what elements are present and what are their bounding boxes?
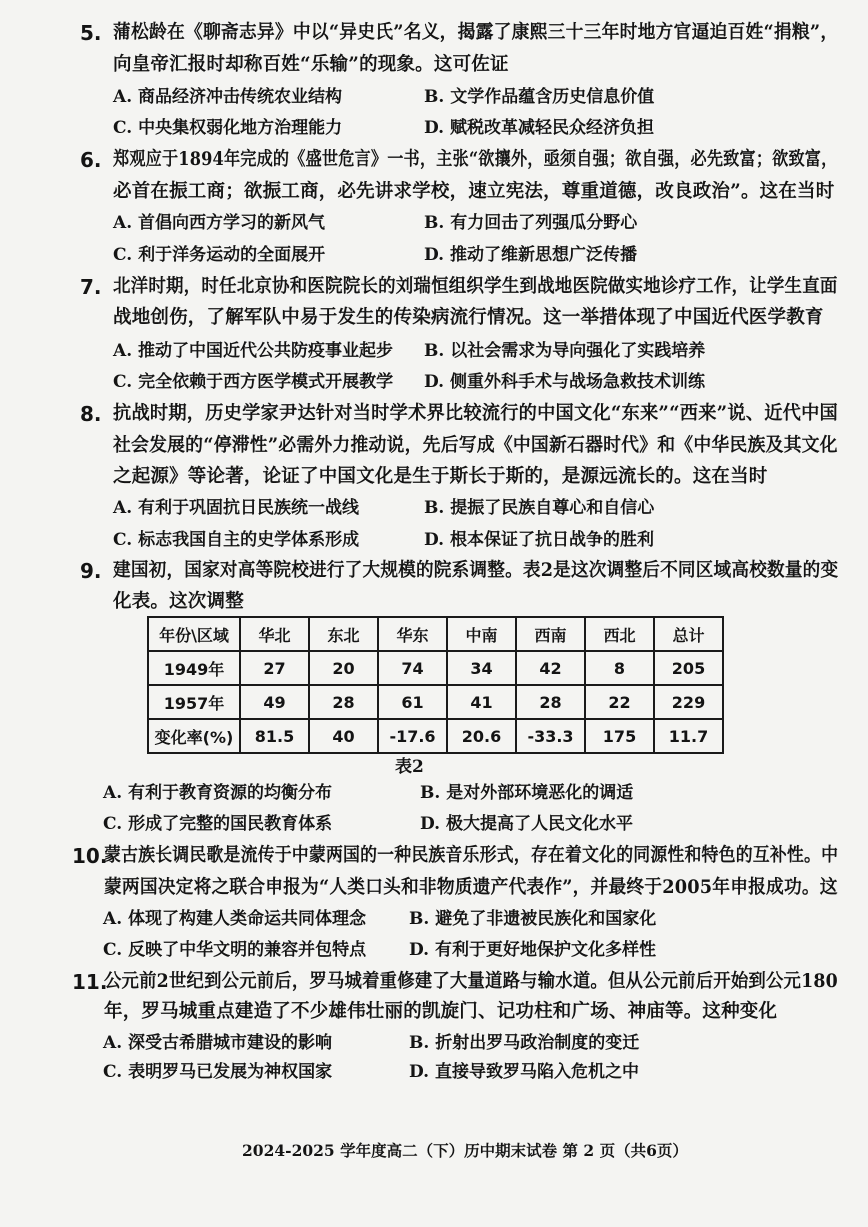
option-d: D. 赋税改革减轻民众经济负担 [424,118,654,138]
question-stem-line: 必首在振工商；欲振工商，必先讲求学校，速立宪法，尊重道德，改良政治”。这在当时 [113,181,835,202]
question-stem-line: 蒙古族长调民歌是流传于中蒙两国的一种民族音乐形式，存在着文化的同源性和特色的互补性。中 [104,845,839,866]
table-cell: 28 [309,685,378,719]
table-cell: 变化率(%) [148,719,240,753]
question-stem-line: 蒲松龄在《聊斋志异》中以“异史氏”名义，揭露了康熙三十三年时地方官逼迫百姓“捐粮”， [113,22,839,43]
option-c: C. 标志我国自主的史学体系形成 [113,530,360,550]
table-cell: 205 [654,651,723,685]
table-cell: 22 [585,685,654,719]
option-b: B. 文学作品蕴含历史信息价值 [424,87,655,107]
option-d: D. 根本保证了抗日战争的胜利 [424,530,654,550]
table-cell: 49 [240,685,309,719]
question-number: 10. [72,844,108,868]
option-c: C. 表明罗马已发展为神权国家 [103,1062,333,1082]
option-d: D. 有利于更好地保护文化多样性 [409,940,656,960]
option-b: B. 以社会需求为导向强化了实践培养 [424,341,706,361]
table-cell: 11.7 [654,719,723,753]
table-cell: 8 [585,651,654,685]
option-a: A. 有利于教育资源的均衡分布 [103,783,333,803]
table-cell: 81.5 [240,719,309,753]
option-c: C. 完全依赖于西方医学模式开展教学 [113,372,394,392]
option-a: A. 首倡向西方学习的新风气 [113,213,326,233]
table-cell: 20.6 [447,719,516,753]
table-cell: 34 [447,651,516,685]
page-footer: 2024-2025 学年度高二（下）历中期末试卷 第 2 页（共6页） [242,1141,688,1160]
table-caption: 表2 [395,757,424,777]
option-a: A. 推动了中国近代公共防疫事业起步 [113,341,394,361]
question-stem-line: 向皇帝汇报时却称百姓“乐输”的现象。这可佐证 [113,54,509,75]
table-header-row [148,617,723,651]
table-cell: 74 [378,651,447,685]
option-a: A. 深受古希腊城市建设的影响 [103,1033,333,1053]
table-header-cell: 总计 [654,617,723,651]
option-c: C. 形成了完整的国民教育体系 [103,814,333,834]
table-header-cell: 华东 [378,617,447,651]
option-c: C. 利于洋务运动的全面展开 [113,245,326,265]
table-cell: 28 [516,685,585,719]
option-d: D. 极大提高了人民文化水平 [420,814,633,834]
table-cell: 27 [240,651,309,685]
question-stem-line: 战地创伤，了解军队中易于发生的传染病流行情况。这一举措体现了中国近代医学教育 [113,307,824,328]
option-a: A. 有利于巩固抗日民族统一战线 [113,498,360,518]
table-header-cell: 中南 [447,617,516,651]
question-number: 11. [72,970,108,994]
option-a: A. 体现了构建人类命运共同体理念 [103,909,367,929]
table-header-cell: 东北 [309,617,378,651]
question-number: 5. [80,21,102,45]
option-d: D. 直接导致罗马陷入危机之中 [409,1062,639,1082]
question-stem-line: 北洋时期，时任北京协和医院院长的刘瑞恒组织学生到战地医院做实地诊疗工作，让学生直面 [113,276,838,297]
question-stem-line: 建国初，国家对高等院校进行了大规模的院系调整。表2是这次调整后不同区域高校数量的变 [113,560,839,581]
table-cell: 20 [309,651,378,685]
question-stem-line: 郑观应于1894年完成的《盛世危言》一书，主张“欲攘外，亟须自强；欲自强，必先致富；欲致富， [113,149,838,170]
question-stem-line: 化表。这次调整 [113,591,244,612]
option-b: B. 有力回击了列强瓜分野心 [424,213,638,233]
question-number: 6. [80,148,102,172]
option-b: B. 避免了非遗被民族化和国家化 [409,909,657,929]
table-cell: 175 [585,719,654,753]
option-b: B. 提振了民族自尊心和自信心 [424,498,655,518]
question-stem-line: 抗战时期，历史学家尹达针对当时学术界比较流行的中国文化“东来”“西来”说、近代中国 [113,403,838,424]
table-header-cell: 西北 [585,617,654,651]
option-d: D. 推动了维新思想广泛传播 [424,245,637,265]
question-number: 7. [80,275,102,299]
question-stem-line: 蒙两国决定将之联合申报为“人类口头和非物质遗产代表作”，并最终于2005年申报成功。这 [104,877,838,898]
question-number: 9. [80,559,102,583]
option-b: B. 折射出罗马政治制度的变迁 [409,1033,640,1053]
option-c: C. 中央集权弱化地方治理能力 [113,118,343,138]
table-cell: 40 [309,719,378,753]
table-cell: -33.3 [516,719,585,753]
question-stem-line: 公元前2世纪到公元前后，罗马城着重修建了大量道路与输水道。但从公元前后开始到公元180 [104,971,838,992]
option-c: C. 反映了中华文明的兼容并包特点 [103,940,367,960]
table-header-cell: 华北 [240,617,309,651]
table-cell: -17.6 [378,719,447,753]
table-cell: 42 [516,651,585,685]
question-stem-line: 之起源》等论著，论证了中国文化是生于斯长于斯的，是源远流长的。这在当时 [113,466,768,487]
table-cell: 1949年 [148,651,240,685]
question-number: 8. [80,402,102,426]
table-row [148,651,723,685]
question-stem-line: 社会发展的“停滞性”必需外力推动说，先后写成《中国新石器时代》和《中华民族及其文化 [113,435,838,456]
table-cell: 41 [447,685,516,719]
table-header-cell: 年份\区域 [148,617,240,651]
option-d: D. 侧重外科手术与战场急救技术训练 [424,372,705,392]
table-cell: 1957年 [148,685,240,719]
table-header-cell: 西南 [516,617,585,651]
table-row [148,685,723,719]
data-table [147,616,724,754]
question-stem-line: 年，罗马城重点建造了不少雄伟壮丽的凯旋门、记功柱和广场、神庙等。这种变化 [104,1001,778,1022]
option-a: A. 商品经济冲击传统农业结构 [113,87,343,107]
table-cell: 229 [654,685,723,719]
option-b: B. 是对外部环境恶化的调适 [420,783,634,803]
table-cell: 61 [378,685,447,719]
table-row [148,719,723,753]
